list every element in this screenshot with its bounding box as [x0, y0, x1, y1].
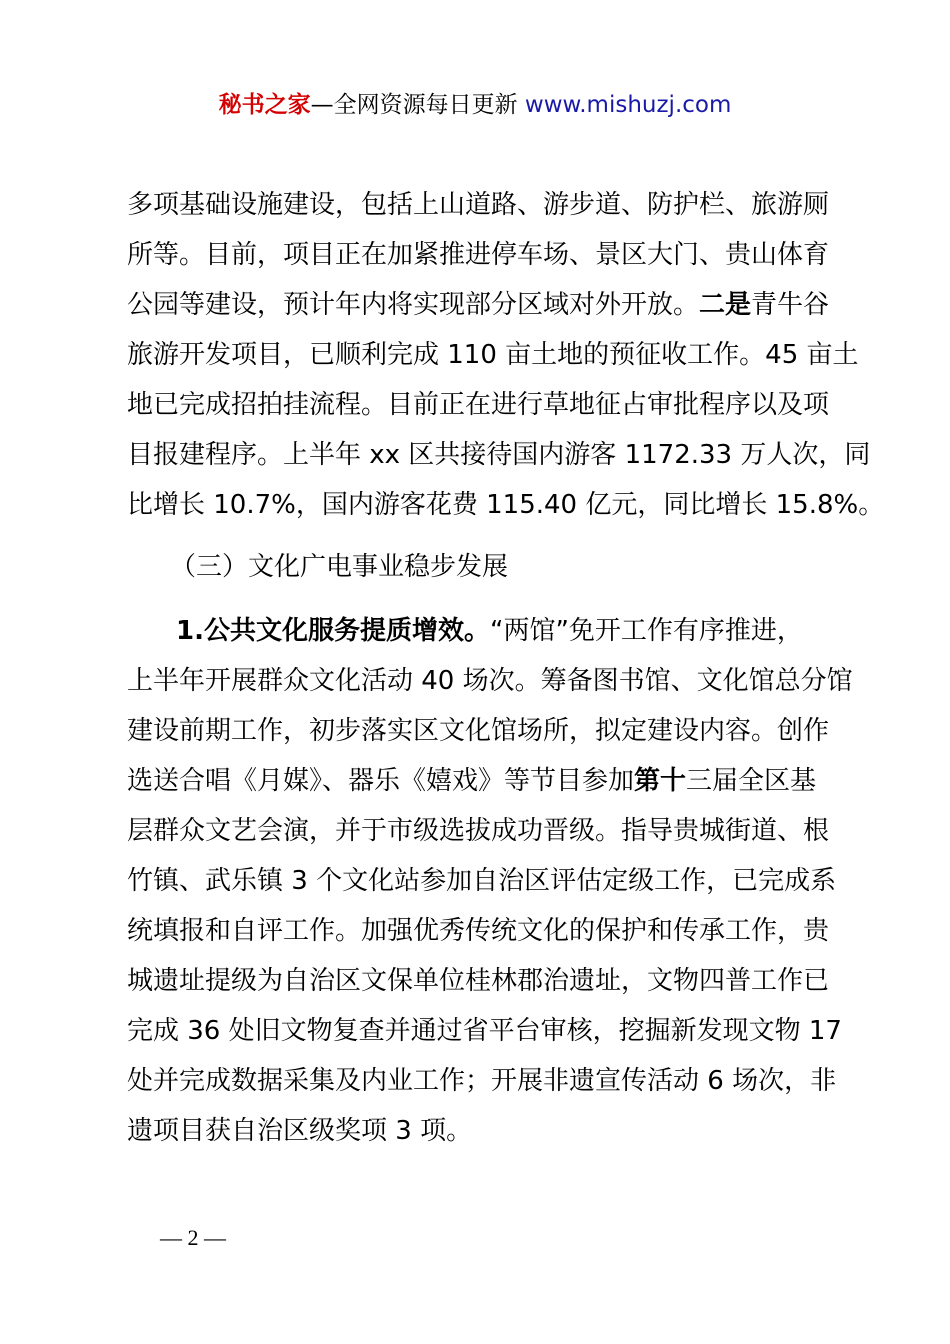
text-line: 目报建程序。上半年 xx 区共接待国内游客 1172.33 万人次，同 — [127, 440, 871, 470]
site-header — [0, 88, 950, 122]
text-line: 所等。目前，项目正在加紧推进停车场、景区大门、贵山体育 — [127, 240, 830, 270]
text-line: 建设前期工作，初步落实区文化馆场所，拟定建设内容。创作 — [127, 716, 830, 746]
bold-marker: 二是 — [699, 290, 752, 320]
text-line: 层群众文艺会演，并于市级选拔成功晋级。指导贵城街道、根 — [127, 816, 830, 846]
text-line: 完成 36 处旧文物复查并通过省平台审核，挖掘新发现文物 17 — [127, 1016, 842, 1046]
text-line: 多项基础设施建设，包括上山道路、游步道、防护栏、旅游厕 — [127, 190, 830, 220]
text-line: 竹镇、武乐镇 3 个文化站参加自治区评估定级工作，已完成系 — [127, 866, 837, 896]
site-brand: 秘书之家 — [218, 92, 311, 118]
text-line: 城遗址提级为自治区文保单位桂林郡治遗址，文物四普工作已 — [127, 966, 830, 996]
site-url-link[interactable]: www.mishuzj.com — [524, 92, 732, 118]
text-line: 比增长 10.7%，国内游客花费 115.40 亿元，同比增长 15.8%。 — [127, 490, 885, 520]
text-line: 旅游开发项目，已顺利完成 110 亩土地的预征收工作。45 亩土 — [127, 340, 859, 370]
text-line: 1.公共文化服务提质增效。“两馆”免开工作有序推进， — [176, 616, 803, 646]
text-line: 处并完成数据采集及内业工作；开展非遗宣传活动 6 场次，非 — [127, 1066, 837, 1096]
text-line: 遗项目获自治区级奖项 3 项。 — [127, 1116, 473, 1146]
text-line: 选送合唱《月媒》、器乐《嬉戏》等节目参加第十三届全区基 — [127, 766, 817, 796]
text-line: 上半年开展群众文化活动 40 场次。筹备图书馆、文化馆总分馆 — [127, 666, 853, 696]
text-line: 公园等建设，预计年内将实现部分区域对外开放。二是青牛谷 — [127, 290, 830, 320]
text-line: 统填报和自评工作。加强优秀传统文化的保护和传承工作，贵 — [127, 916, 830, 946]
bold-marker: 第十 — [634, 766, 687, 796]
text-line: 地已完成招拍挂流程。目前正在进行草地征占审批程序以及项 — [127, 390, 830, 420]
section-heading: （三）文化广电事业稳步发展 — [170, 552, 509, 582]
page-number: — 2 — — [160, 1225, 226, 1250]
site-slogan: —全网资源每日更新 — [310, 92, 518, 118]
subsection-title: 1.公共文化服务提质增效。 — [176, 616, 490, 646]
